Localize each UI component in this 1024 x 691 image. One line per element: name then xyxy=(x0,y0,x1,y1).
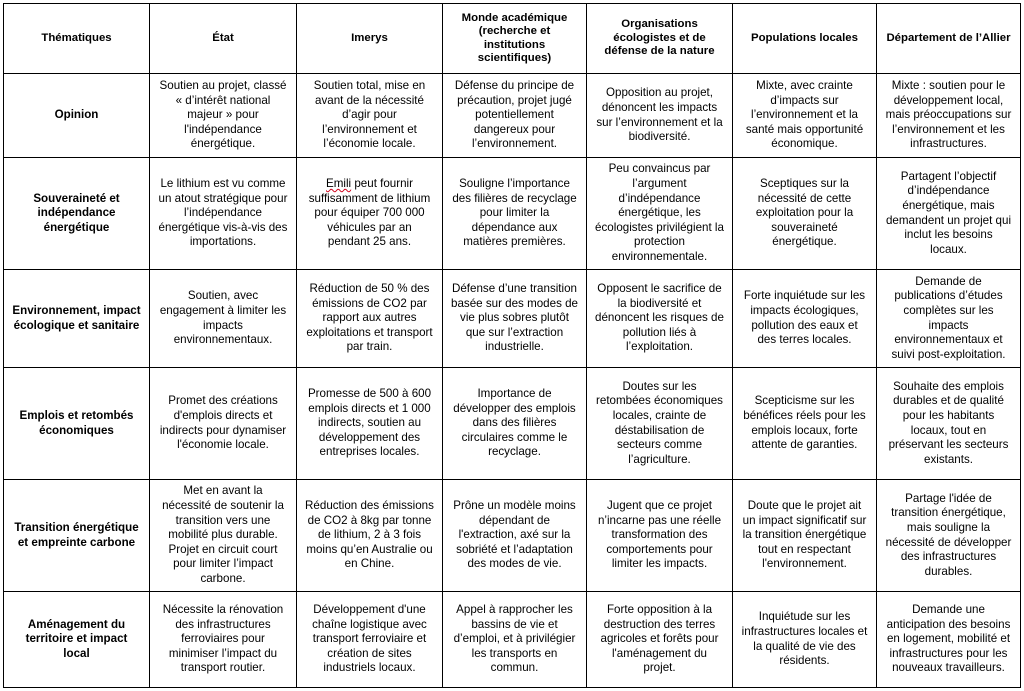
row-theme-souverainete: Souveraineté et indépendance énergétique xyxy=(4,158,150,270)
row-theme-amenagement: Aménagement du territoire et impact local xyxy=(4,592,150,688)
table-cell: Peu convaincus par l’argument d’indépendance énergétique, les écologistes privilégient la protection environnementale. xyxy=(587,158,733,270)
table-cell: Forte inquiétude sur les impacts écologiques, pollution des eaux et des terres locales. xyxy=(733,270,877,368)
table-row xyxy=(4,368,1021,480)
header-organisations-ecologistes: Organisations écologistes et de défense de la nature xyxy=(587,4,733,74)
table-cell: Doute que le projet ait un impact significatif sur la transition énergétique tout en respectant l'environnement. xyxy=(733,480,877,592)
row-theme-transition: Transition énergétique et empreinte carbone xyxy=(4,480,150,592)
table-cell: Forte opposition à la destruction des terres agricoles et forêts pour l'aménagement du projet. xyxy=(587,592,733,688)
table-row xyxy=(4,480,1021,592)
table-cell: Opposition au projet, dénoncent les impacts sur l’environnement et la biodiversité. xyxy=(587,74,733,158)
table-cell: Demande une anticipation des besoins en logement, mobilité et infrastructures pour les nouveaux travailleurs. xyxy=(877,592,1021,688)
table-cell: Promet des créations d'emplois directs et indirects pour dynamiser l'économie locale. xyxy=(150,368,297,480)
table-cell: Soutien, avec engagement à limiter les impacts environnementaux. xyxy=(150,270,297,368)
table-cell: Doutes sur les retombées économiques locales, crainte de déstabilisation de secteurs comme l’agriculture. xyxy=(587,368,733,480)
table-cell: Soutien au projet, classé « d’intérêt national majeur » pour l'indépendance énergétique. xyxy=(150,74,297,158)
table-cell: Souligne l’importance des filières de recyclage pour limiter la dépendance aux matières premières. xyxy=(443,158,587,270)
table-cell: Appel à rapprocher les bassins de vie et d’emploi, et à privilégier les transports en commun. xyxy=(443,592,587,688)
header-departement-allier: Département de l’Allier xyxy=(877,4,1021,74)
header-monde-academique: Monde académique (recherche et institutions scientifiques) xyxy=(443,4,587,74)
header-imerys: Imerys xyxy=(297,4,443,74)
table-cell: Mixte, avec crainte d’impacts sur l’environnement et la santé mais opportunité économique. xyxy=(733,74,877,158)
table-cell: Opposent le sacrifice de la biodiversité et dénoncent les risques de pollution liés à l’exploitation. xyxy=(587,270,733,368)
table-cell: Jugent que ce projet n’incarne pas une réelle transformation des comportements pour limiter les impacts. xyxy=(587,480,733,592)
table-cell: Partagent l’objectif d’indépendance énergétique, mais demandent un projet qui inclut les besoins locaux. xyxy=(877,158,1021,270)
table-cell: Promesse de 500 à 600 emplois directs et 1 000 indirects, soutien au développement des entreprises locales. xyxy=(297,368,443,480)
header-etat: État xyxy=(150,4,297,74)
table-cell-text: peut fournir suffisamment de lithium pour équiper 700 000 véhicules par an pendant 25 ans. xyxy=(308,177,431,249)
row-theme-emplois: Emplois et retombés économiques xyxy=(4,368,150,480)
table-cell: Nécessite la rénovation des infrastructures ferroviaires pour minimiser l’impact du transport routier. xyxy=(150,592,297,688)
table-cell: Souhaite des emplois durables et de qualité pour les habitants locaux, tout en préservant les secteurs existants. xyxy=(877,368,1021,480)
table-cell: Réduction de 50 % des émissions de CO2 par rapport aux autres exploitations et transport par train. xyxy=(297,270,443,368)
table-row xyxy=(4,592,1021,688)
table-cell: Demande de publications d’études complètes sur les impacts environnementaux et suivi post-exploitation. xyxy=(877,270,1021,368)
row-theme-environnement: Environnement, impact écologique et sanitaire xyxy=(4,270,150,368)
table-cell: Le lithium est vu comme un atout stratégique pour l’indépendance énergétique vis-à-vis des importations. xyxy=(150,158,297,270)
table-cell: Partage l'idée de transition énergétique, mais souligne la nécessité de développer des infrastructures durables. xyxy=(877,480,1021,592)
table-cell: Mixte : soutien pour le développement local, mais préoccupations sur l’environnement et les infrastructures. xyxy=(877,74,1021,158)
table-cell: Inquiétude sur les infrastructures locales et la qualité de vie des résidents. xyxy=(733,592,877,688)
comparison-table xyxy=(3,3,1021,688)
table-cell: Défense du principe de précaution, projet jugé potentiellement dangereux pour l’environnement. xyxy=(443,74,587,158)
table-cell: Met en avant la nécessité de soutenir la transition vers une mobilité plus durable. Projet en circuit court pour limiter l’impact carbone. xyxy=(150,480,297,592)
table-cell: Importance de développer des emplois dans des filières circulaires comme le recyclage. xyxy=(443,368,587,480)
header-row xyxy=(4,4,1021,74)
table-row xyxy=(4,74,1021,158)
row-theme-opinion: Opinion xyxy=(4,74,150,158)
table-row xyxy=(4,270,1021,368)
table-cell-emili xyxy=(297,158,443,270)
header-thematiques: Thématiques xyxy=(4,4,150,74)
table-cell: Prône un modèle moins dépendant de l'extraction, axé sur la sobriété et l’adaptation des modes de vie. xyxy=(443,480,587,592)
table-cell: Défense d’une transition basée sur des modes de vie plus sobres plutôt que sur l’extraction industrielle. xyxy=(443,270,587,368)
table-cell: Sceptiques sur la nécessité de cette exploitation pour la souveraineté énergétique. xyxy=(733,158,877,270)
header-populations-locales: Populations locales xyxy=(733,4,877,74)
spellcheck-underline: Emili xyxy=(326,177,352,191)
table-cell: Soutien total, mise en avant de la nécessité d’agir pour l’environnement et l’économie locale. xyxy=(297,74,443,158)
table-row xyxy=(4,158,1021,270)
table-cell: Développement d'une chaîne logistique avec transport ferroviaire et création de sites industriels locaux. xyxy=(297,592,443,688)
table-cell: Réduction des émissions de CO2 à 8kg par tonne de lithium, 2 à 3 fois moins qu’en Australie ou en Chine. xyxy=(297,480,443,592)
table-cell: Scepticisme sur les bénéfices réels pour les emplois locaux, forte attente de garanties. xyxy=(733,368,877,480)
